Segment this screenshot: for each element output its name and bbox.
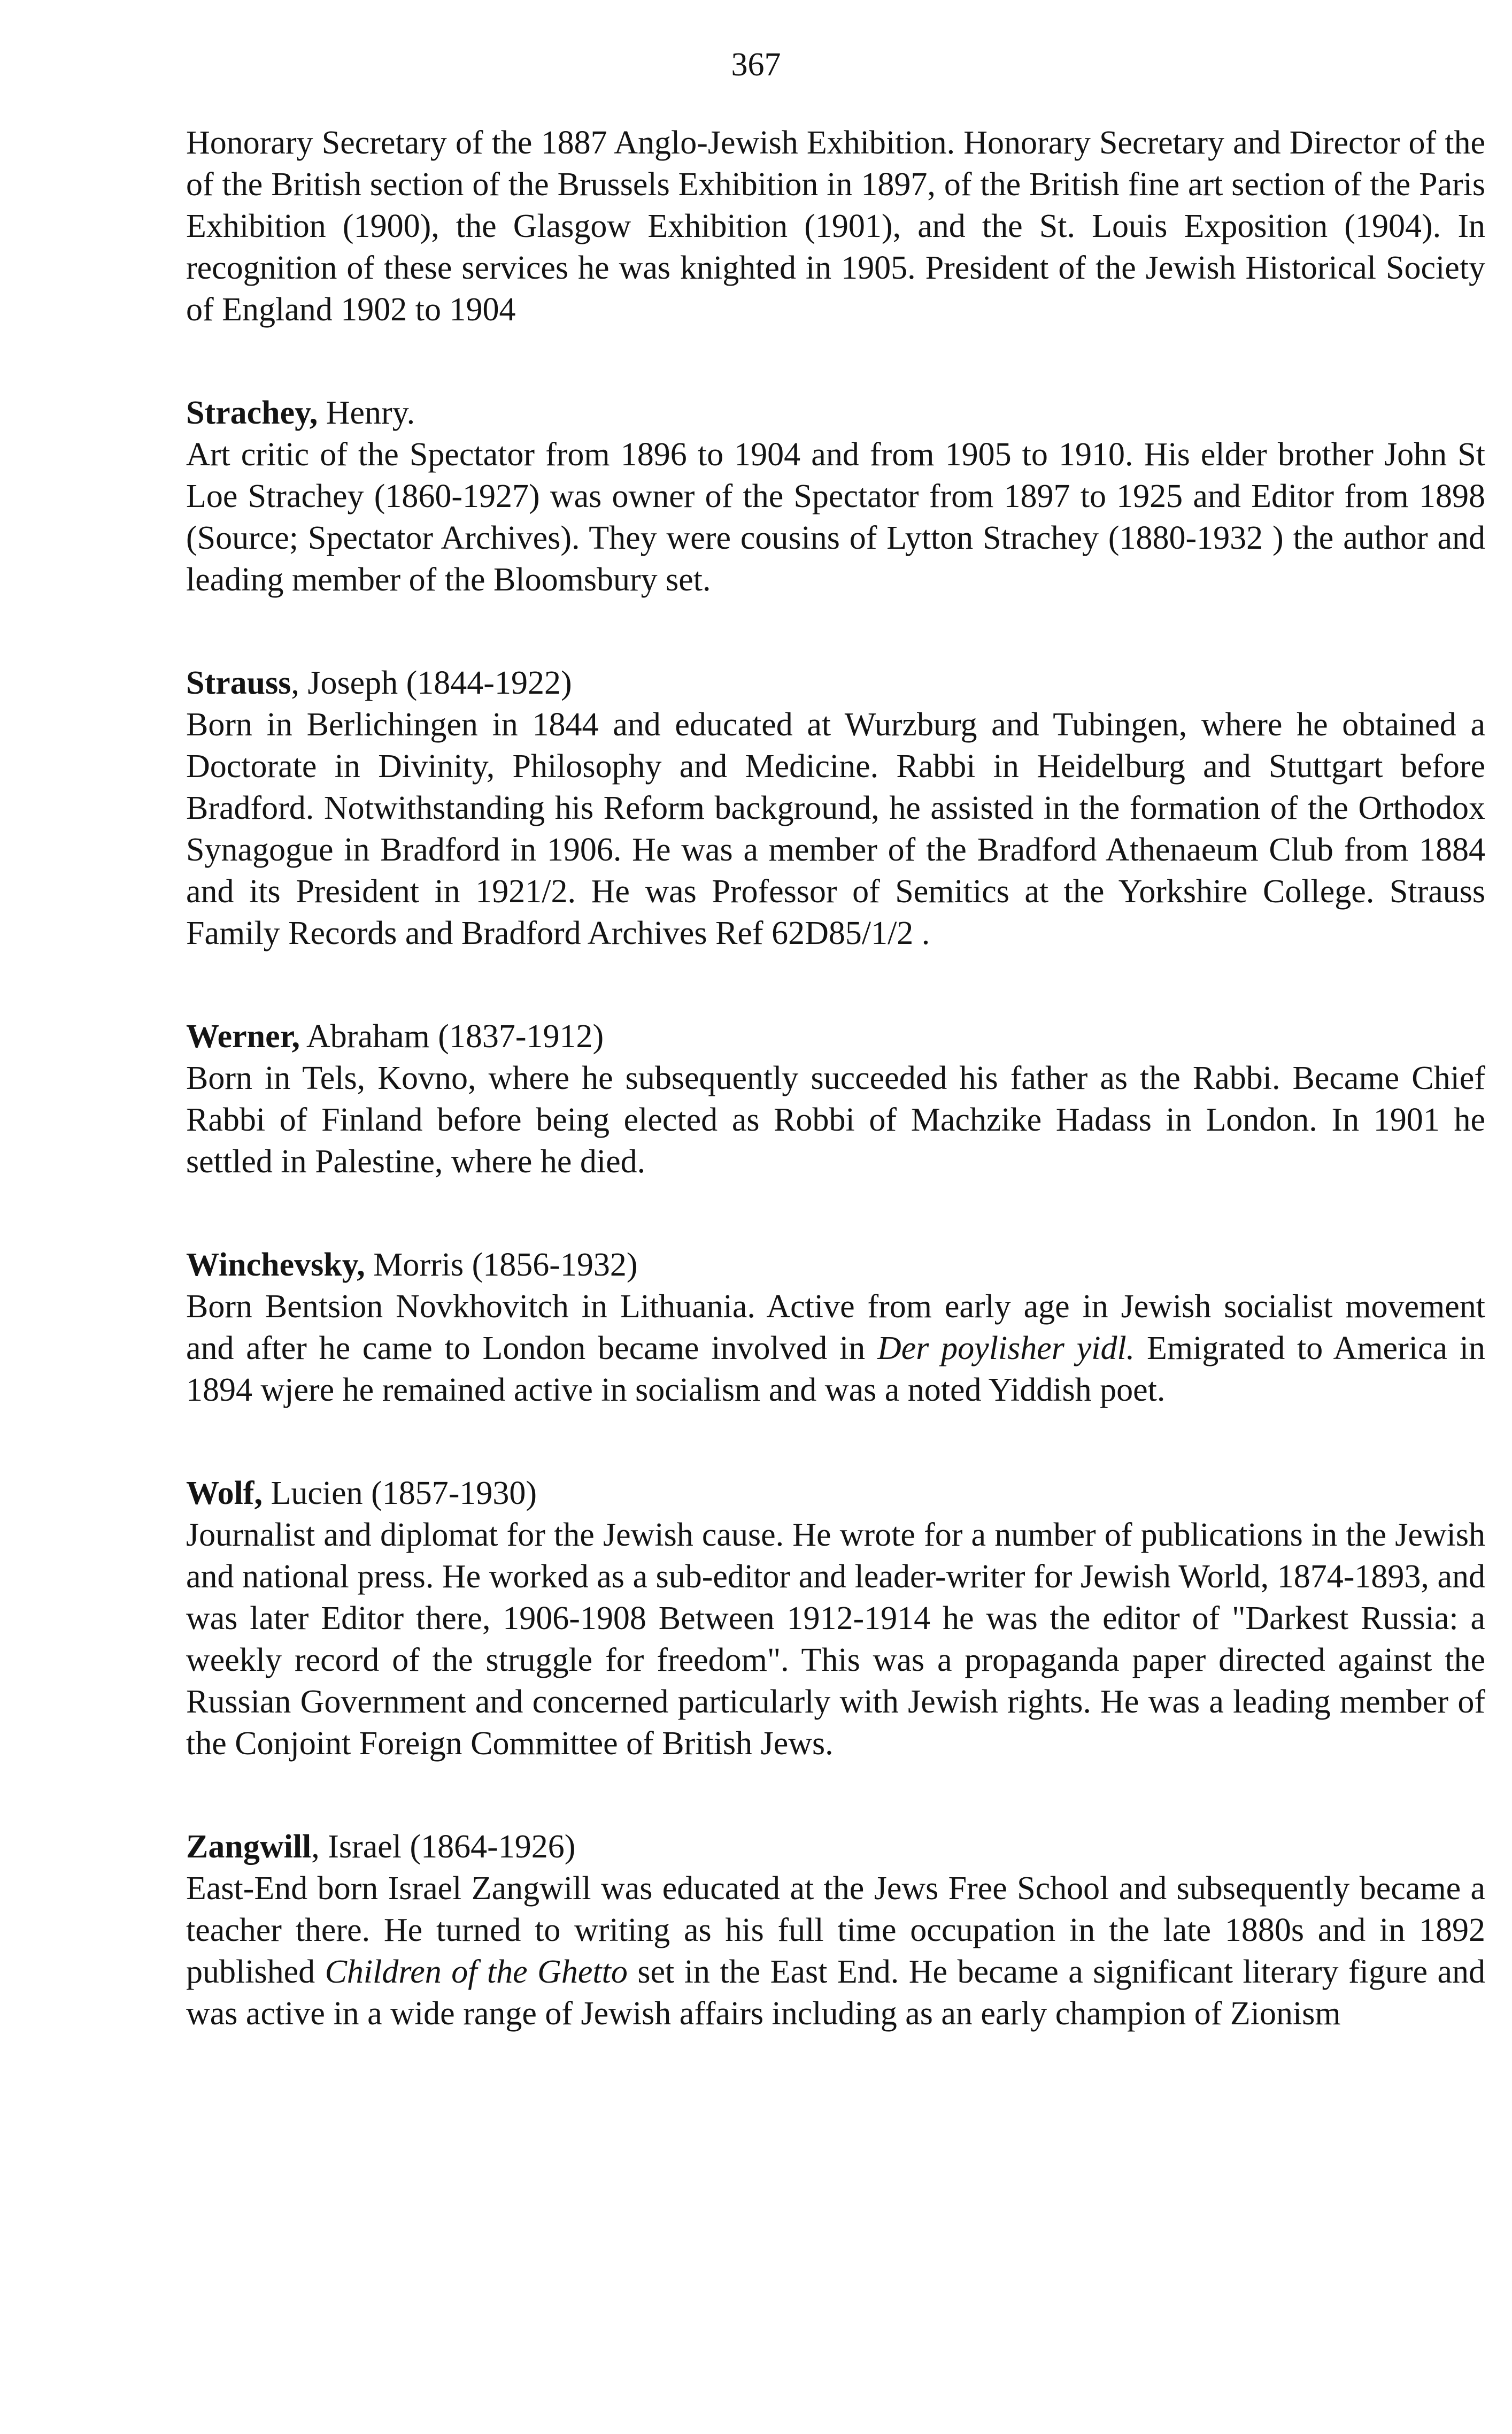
entry-name-dates: Lucien (1857-1930)	[262, 1475, 537, 1511]
entry-heading	[186, 1016, 1485, 1057]
publication-title: Der poylisher yidl.	[877, 1330, 1135, 1366]
entry-name-dates: , Joseph (1844-1922)	[291, 665, 572, 701]
entry-name-dates: Morris (1856-1932)	[365, 1247, 638, 1283]
entry-body	[186, 1286, 1485, 1411]
entry-name-dates: Henry.	[318, 395, 415, 431]
entry-name-dates: Abraham (1837-1912)	[299, 1018, 604, 1055]
entry-heading	[186, 1826, 1485, 1868]
page-number: 367	[731, 47, 781, 83]
entry-body-text: East-End born Israel Zangwill was educated at the Jews Free School and subsequently became a teacher there. He turned to writing as his full time occupation in the late 1880s and in 1892 published	[186, 1870, 1485, 1990]
entry-heading	[186, 392, 1485, 434]
entry-body-text: Emigrated to America in 1894 wjere he remained active in socialism and was a noted Yiddish poet.	[186, 1330, 1485, 1408]
entry-heading	[186, 1244, 1485, 1286]
entry-name-dates: , Israel (1864-1926)	[311, 1829, 576, 1865]
entry-surname: Strachey,	[186, 395, 318, 431]
entry-surname: Werner,	[186, 1018, 300, 1055]
entry-body: Born in Berlichingen in 1844 and educated at Wurzburg and Tubingen, where he obtained a Doctorate in Divinity, Philosophy and Medicine. Rabbi in Heidelburg and Stuttgart before Bradford. Notwithstanding his Reform background, he assisted in the formation of the Orthodox Synagogue in Bradford in 1906. He was a member of the Bradford Athenaeum Club from 1884 and its President in 1921/2. He was Professor of Semitics at the Yorkshire College. Strauss Family Records and Bradford Archives Ref 62D85/1/2 .	[186, 707, 1485, 951]
entry-heading	[186, 1472, 1485, 1514]
book-title: Children of the Ghetto	[325, 1954, 628, 1990]
entry-body: Born in Tels, Kovno, where he subsequently succeeded his father as the Rabbi. Became Chief Rabbi of Finland before being elected as Robbi of Machzike Hadass in London. In 1901 he settled in Palestine, where he died.	[186, 1060, 1485, 1180]
entry-strauss	[186, 662, 1485, 954]
entry-surname: Strauss	[186, 665, 291, 701]
entry-body: Journalist and diplomat for the Jewish cause. He wrote for a number of publications in the Jewish and national press. He worked as a sub-editor and leader-writer for Jewish World, 1874-1893, and was later Editor there, 1906-1908 Between 1912-1914 he was the editor of "Darkest Russia: a weekly record of the struggle for freedom". This was a propaganda paper directed against the Russian Government and concerned particularly with Jewish rights. He was a leading member of the Conjoint Foreign Committee of British Jews.	[186, 1517, 1485, 1762]
entry-winchevsky	[186, 1244, 1485, 1411]
entry-body: Art critic of the Spectator from 1896 to 1904 and from 1905 to 1910. His elder brother John St Loe Strachey (1860-1927) was owner of the Spectator from 1897 to 1925 and Editor from 1898 (Source; Spectator Archives). They were cousins of Lytton Strachey (1880-1932 ) the author and leading member of the Bloomsbury set.	[186, 436, 1485, 598]
entry-body-text: set in the East End. He became a significant literary figure and was active in a wide range of Jewish affairs including as an early champion of Zionism	[186, 1954, 1485, 2032]
entry-surname: Winchevsky,	[186, 1247, 365, 1283]
entry-surname: Zangwill	[186, 1829, 312, 1865]
entry-body	[186, 1868, 1485, 2034]
entry-body-text: Born Bentsion Novkhovitch in Lithuania. Active from early age in Jewish socialist movement and after he came to London became involved in	[186, 1288, 1485, 1366]
entry-werner	[186, 1016, 1485, 1183]
entry-zangwill	[186, 1826, 1485, 2034]
entry-wolf	[186, 1472, 1485, 1764]
page-content	[186, 122, 1485, 2034]
entry-heading	[186, 662, 1485, 704]
intro-paragraph: Honorary Secretary of the 1887 Anglo-Jewish Exhibition. Honorary Secretary and Director of the of the British section of the Brussels Exhibition in 1897, of the British fine art section of the Paris Exhibition (1900), the Glasgow Exhibition (1901), and the St. Louis Exposition (1904). In recognition of these services he was knighted in 1905. President of the Jewish Historical Society of England 1902 to 1904	[186, 125, 1485, 328]
entry-surname: Wolf,	[186, 1475, 263, 1511]
entry-strachey	[186, 392, 1485, 601]
